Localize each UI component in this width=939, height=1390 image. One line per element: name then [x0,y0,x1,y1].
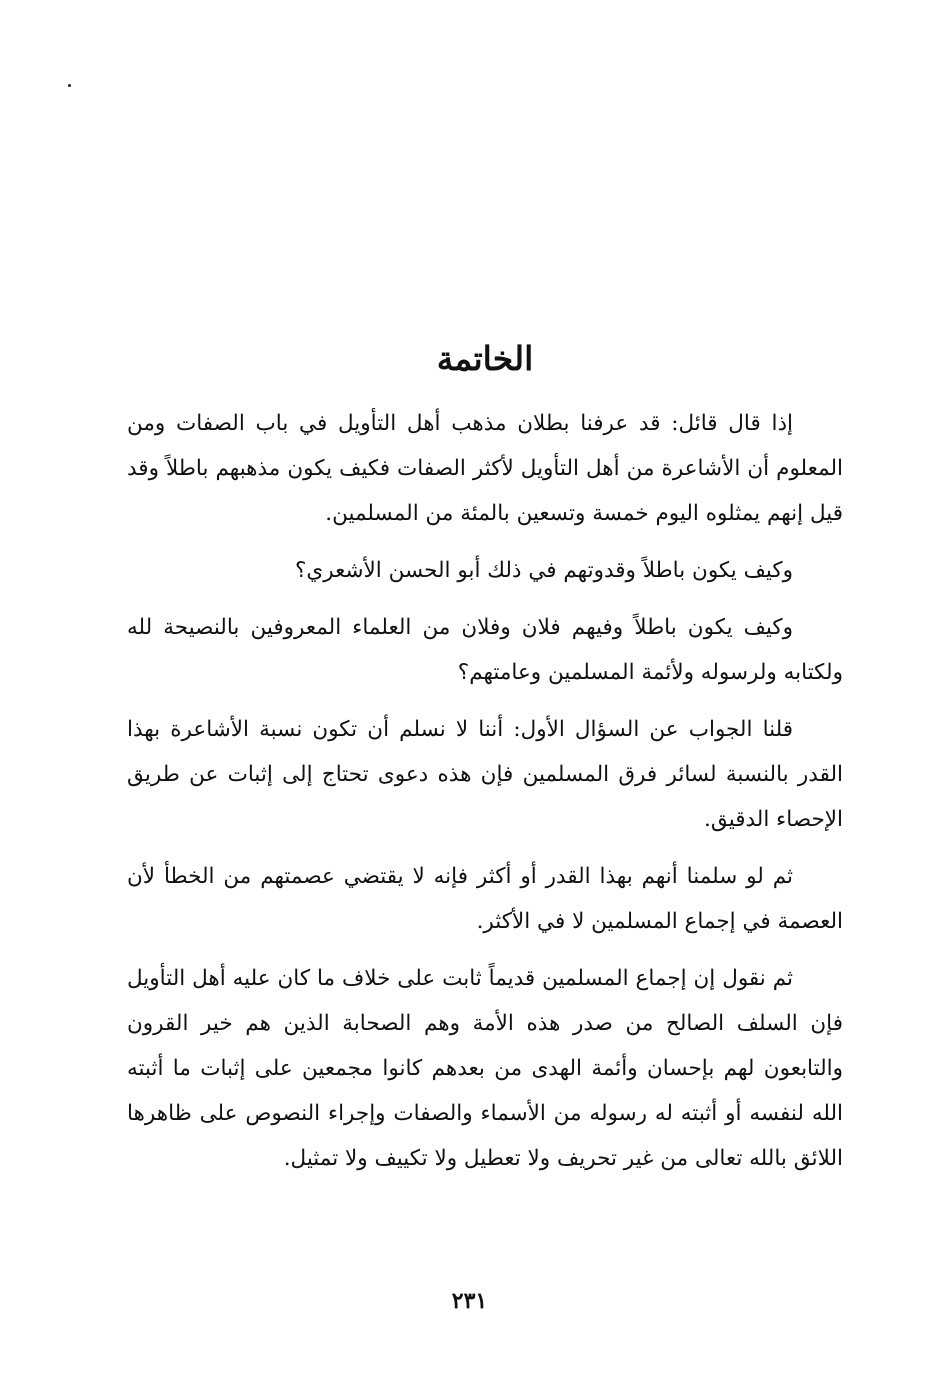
chapter-title: الخاتمة [436,339,534,378]
page-number: ٢٣١ [451,1288,488,1314]
paragraph-3: وكيف يكون باطلاً وفيهم فلان وفلان من العلماء المعروفين بالنصيحة لله ولكتابه ولرسوله ولأئمة المسلمين وعامتهم؟ [127,615,843,685]
stray-mark [68,84,71,87]
paragraph-5: ثم لو سلمنا أنهم بهذا القدر أو أكثر فإنه لا يقتضي عصمتهم من الخطأ لأن العصمة في إجماع المسلمين لا في الأكثر. [127,864,843,934]
paragraph-2: وكيف يكون باطلاً وقدوتهم في ذلك أبو الحسن الأشعري؟ [295,558,793,583]
paragraph-1: إذا قال قائل: قد عرفنا بطلان مذهب أهل التأويل في باب الصفات ومن المعلوم أن الأشاعرة من أهل التأويل لأكثر الصفات فكيف يكون مذهبهم باطلاً وقد قيل إنهم يمثلوه اليوم خمسة وتسعين بالمئة من المسلمين. [127,411,843,526]
paragraph-6: ثم نقول إن إجماع المسلمين قديماً ثابت على خلاف ما كان عليه أهل التأويل فإن السلف الصالح من صدر هذه الأمة وهم الصحابة الذين هم خير القرون والتابعون لهم بإحسان وأئمة الهدى من بعدهم كانوا مجمعين على إثبات ما أثبته الله لنفسه أو أثبته له رسوله من الأسماء والصفات وإجراء النصوص على ظاهرها اللائق بالله تعالى من غير تحريف ولا تعطيل ولا تكييف ولا تمثيل. [127,966,843,1171]
paragraph-4: قلنا الجواب عن السؤال الأول: أننا لا نسلم أن تكون نسبة الأشاعرة بهذا القدر بالنسبة لسائر فرق المسلمين فإن هذه دعوى تحتاج إلى إثبات عن طريق الإحصاء الدقيق. [127,717,843,832]
page-body [127,335,843,1193]
